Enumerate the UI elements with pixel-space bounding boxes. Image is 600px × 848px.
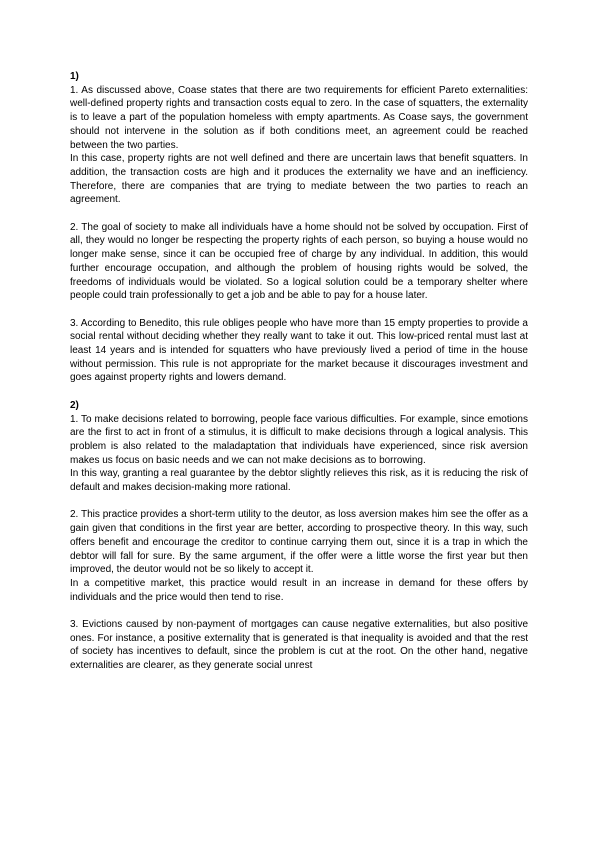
section-heading-2: 2) [70,399,79,411]
section-1-point-2: 2. The goal of society to make all individuals have a home should not be solved by occupation. First of all, they would no longer be respecting the property rights of each person, so buying a house would no longer make sense, since it can be occupied free of charge by any individual. In addition, this would further encourage occupation, and although the problem of housing rights would be solved, the freedoms of individuals would be violated. So a logical solution could be a temporary shelter where people could train professionally to get a job and be able to pay for a house later. [70,221,528,302]
document-page [70,70,528,673]
section-heading-1: 1) [70,71,79,82]
section-2-point-3: 3. Evictions caused by non-payment of mortgages can cause negative externalities, but also positive ones. For instance, a positive externality that is generated is that inequality is avoided and that the rest of society has incentives to default, since the problem is cut at the root. On the other hand, negative externalities are clearer, as they generate social unrest [70,619,528,672]
section-1-point-1-continued: In this case, property rights are not well defined and there are uncertain laws that benefit squatters. In addition, the transaction costs are high and it produces the externality we have and an inefficiency. Therefore, there are companies that are trying to mediate between the two parties to reach an agreement. [70,153,528,206]
section-1-point-1: 1. As discussed above, Coase states that there are two requirements for efficient Pareto externalities: well-defined property rights and transaction costs equal to zero. In the case of squatters, the externality is to leave a part of the population homeless with empty apartments. As Coase says, the government should not intervene in the solution as if both conditions meet, an agreement could be reached between the two parties. [70,84,528,151]
section-2-point-1-continued: In this way, granting a real guarantee by the debtor slightly relieves this risk, as it is reducing the risk of default and makes decision-making more rational. [70,468,528,494]
section-1-point-3: 3. According to Benedito, this rule obliges people who have more than 15 empty properties to provide a social rental without deciding whether they really want to take it out. This low-priced rental must last at least 14 years and is intended for squatters who have previously lived a period of time in the house without permission. This rule is not appropriate for the market because it discourages investment and goes against property rights and lowers demand. [70,317,528,384]
section-2-point-1: 1. To make decisions related to borrowing, people face various difficulties. For example, since emotions are the first to act in front of a stimulus, it is difficult to make decisions through a logical analysis. This problem is also related to the maladaptation that individuals have experienced, since risk aversion makes us focus on basic needs and we can not make decisions as to borrowing. [70,413,528,466]
section-2-point-2-continued: In a competitive market, this practice would result in an increase in demand for these offers by individuals and the price would then tend to rise. [70,577,528,603]
section-2-point-2: 2. This practice provides a short-term utility to the deutor, as loss aversion makes him see the offer as a gain given that conditions in the first year are better, according to prospective theory. In this way, such offers benefit and encourage the creditor to continue carrying them out, since it is a trap in which the debtor will fall for sure. By the same argument, if the offer were a little worse the first year but then improved, the deutor would not be so likely to accept it. [70,509,528,576]
